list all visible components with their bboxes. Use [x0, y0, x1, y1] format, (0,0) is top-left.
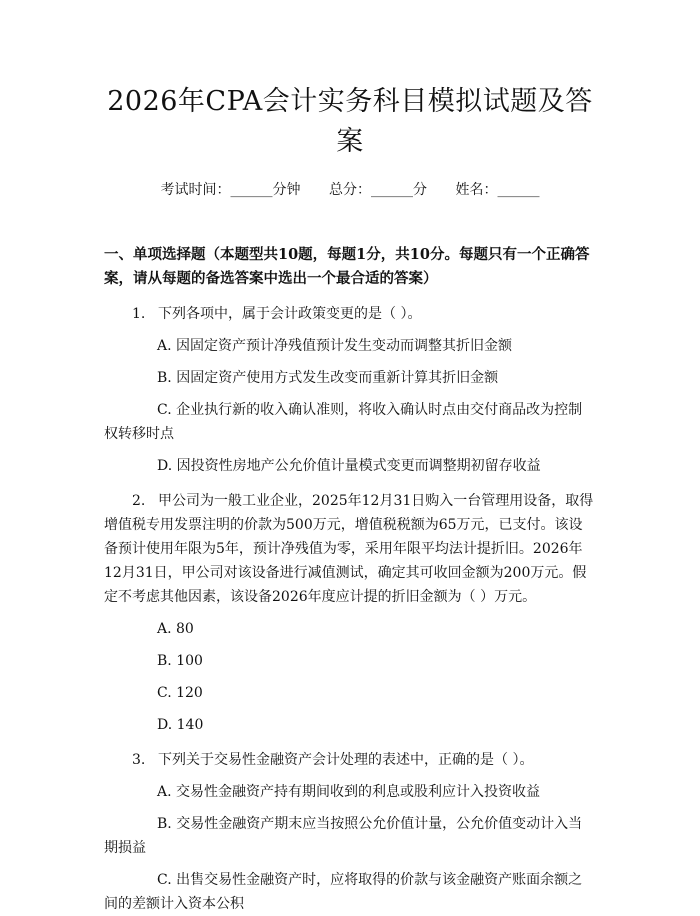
- question-1-option-c: C. 企业执行新的收入确认准则，将收入确认时点由交付商品改为控制权转移时点: [104, 402, 583, 442]
- page-title: 2026年CPA会计实务科目模拟试题及答案: [107, 86, 593, 157]
- question-2-option-a: A. 80: [157, 621, 194, 637]
- question-1-option-b: B. 因固定资产使用方式发生改变而重新计算其折旧金额: [157, 370, 499, 386]
- question-1-option-a: A. 因固定资产预计净残值预计发生变动而调整其折旧金额: [157, 338, 513, 354]
- question-number: 2.: [132, 493, 146, 509]
- section-heading-single-choice: 一、单项选择题（本题型共10题，每题1分，共10分。每题只有一个正确答案，请从每题的备选答案中选出一个最合适的答案）: [104, 246, 590, 287]
- exam-info: [104, 179, 596, 201]
- question-number: 3.: [132, 752, 146, 768]
- name-field: 姓名：______: [455, 182, 540, 198]
- total-score-field: 总分：______分: [329, 182, 427, 198]
- question-text: 下列各项中，属于会计政策变更的是（ ）。: [158, 306, 422, 322]
- question-1: [104, 302, 596, 326]
- question-text: 下列关于交易性金融资产会计处理的表述中，正确的是（ ）。: [158, 752, 534, 768]
- question-3: [104, 748, 596, 772]
- question-2-option-d: D. 140: [157, 717, 204, 733]
- question-3-option-a: A. 交易性金融资产持有期间收到的利息或股利应计入投资收益: [157, 784, 541, 800]
- question-number: 1.: [132, 306, 146, 322]
- question-3-option-c: C. 出售交易性金融资产时，应将取得的价款与该金融资产账面余额之间的差额计入资本公积: [104, 872, 583, 912]
- question-2-option-c: C. 120: [157, 685, 203, 701]
- question-2: [104, 489, 596, 609]
- question-3-option-b: B. 交易性金融资产期末应当按照公允价值计量，公允价值变动计入当期损益: [104, 816, 583, 856]
- question-1-option-d: D. 因投资性房地产公允价值计量模式变更而调整期初留存收益: [157, 458, 541, 474]
- question-text: 甲公司为一般工业企业，2025年12月31日购入一台管理用设备，取得增值税专用发票注明的价款为500万元，增值税税额为65万元，已支付。该设备预计使用年限为5年，预计净残值为零，采用年限平均法计提折旧。2026年12月31日，甲公司对该设备进行减值测试，确定其可收回金额为200万元。假定不考虑其他因素，该设备2026年度应计提的折旧金额为（ ）万元。: [104, 493, 594, 605]
- question-2-option-b: B. 100: [157, 653, 203, 669]
- exam-time-field: 考试时间：______分钟: [160, 182, 301, 198]
